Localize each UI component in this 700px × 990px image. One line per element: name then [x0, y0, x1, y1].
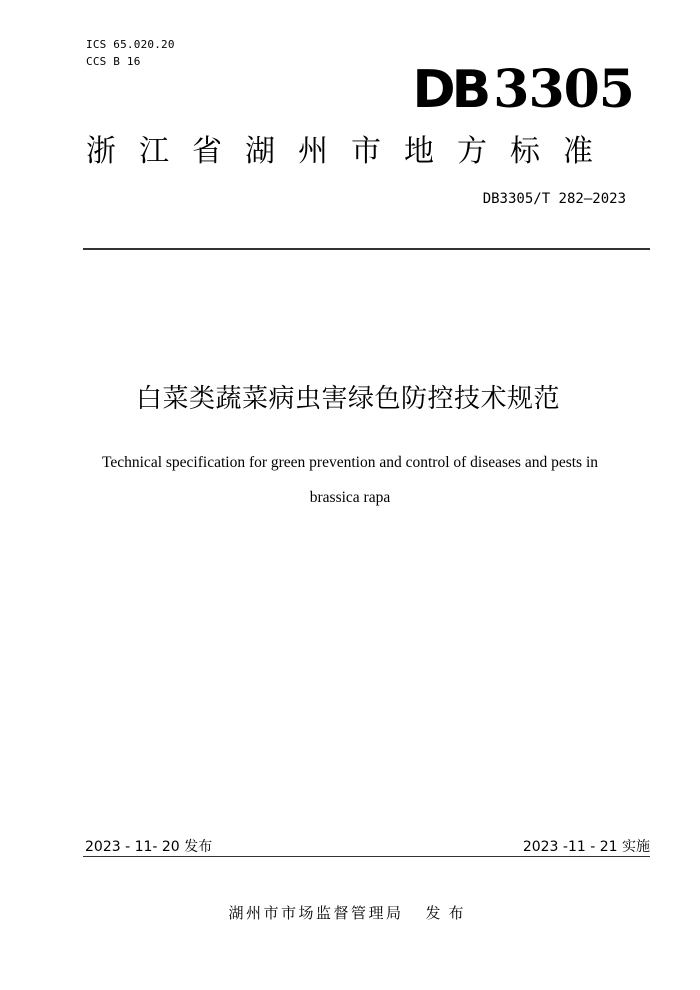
- document-title-chinese-text: 白菜类蔬菜病虫害绿色防控技术规范: [135, 384, 560, 414]
- document-title-chinese: [0, 381, 700, 417]
- standard-type-heading: 浙江省湖州市地方标准: [86, 134, 616, 169]
- document-title-english-line2: brassica rapa: [309, 489, 391, 506]
- implementation-date: 2023 -11 - 21 实施: [522, 839, 650, 855]
- db-logo-prefix: DB: [412, 60, 488, 120]
- issuer-name: 湖州市市场监督管理局: [228, 904, 404, 922]
- ccs-code: CCS B 16: [86, 55, 141, 68]
- document-title-english-line1: Technical specification for green prevention and control of diseases and pests in: [101, 454, 599, 471]
- issuer-action: 发布: [425, 904, 472, 922]
- db-logo-number: 3305: [493, 59, 634, 120]
- ics-code: ICS 65.020.20: [86, 38, 175, 51]
- top-divider: [83, 248, 650, 250]
- bottom-divider: [83, 856, 650, 857]
- issuer-line: [0, 902, 700, 924]
- db-logo: [412, 58, 634, 122]
- issue-date: 2023 - 11- 20 发布: [85, 839, 213, 855]
- standard-number: DB3305/T 282—2023: [482, 191, 626, 207]
